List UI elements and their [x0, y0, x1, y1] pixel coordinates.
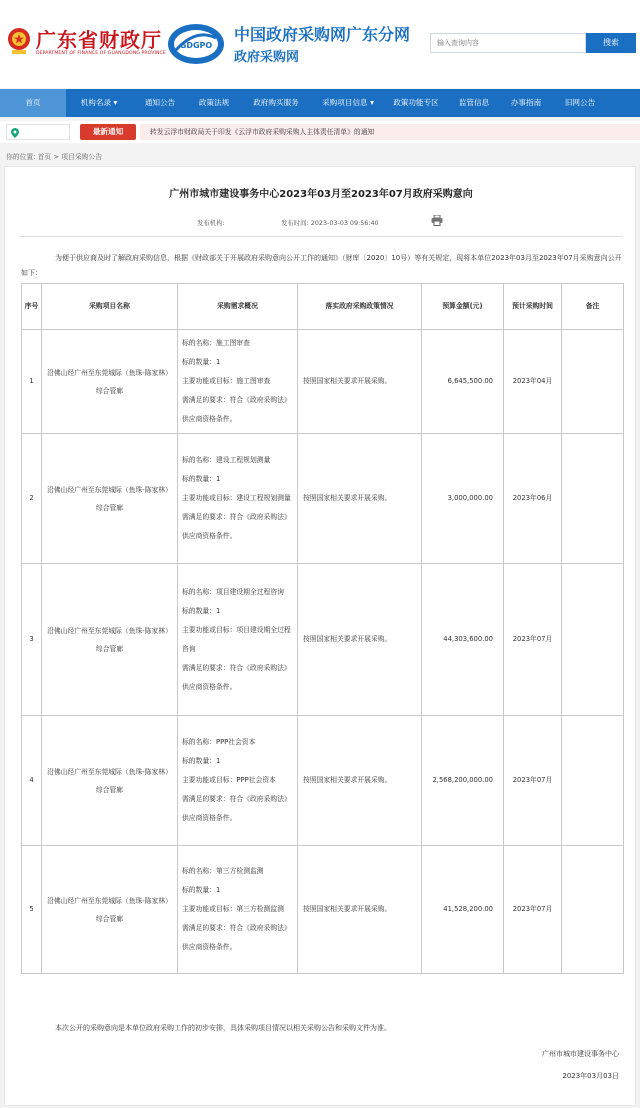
header-requirements: 采购需求概况 [178, 284, 298, 330]
requirements: 标的名称：PPP社会资本 标的数量：1 主要功能或目标：PPP社会资本 需满足的要求：符合《政府采购法》供应商资格条件。 [178, 716, 298, 846]
nav-item-supervision[interactable] [448, 89, 500, 117]
nav-item-notices[interactable] [132, 89, 188, 117]
remark [562, 330, 624, 434]
table-row [22, 434, 624, 564]
nav-item-policies[interactable] [188, 89, 240, 117]
finance-dept-logo[interactable] [6, 24, 166, 66]
project-name: 沿佛山经广州至东莞城际（鱼珠-陈家林）综合管廊 [42, 846, 178, 974]
location-selector[interactable] [6, 124, 70, 140]
requirements: 标的名称：项目建设期全过程咨询 标的数量：1 主要功能或目标：项目建设期全过程咨询 需满足的要求：符合《政府采购法》供应商资格条件。 [178, 564, 298, 716]
nav-item-label: 首页 [25, 98, 41, 107]
nav-item-label: 政策功能专区 [393, 98, 439, 107]
requirements: 标的名称：建设工程规划测量 标的数量：1 主要功能或目标：建设工程规划测量 需满足的要求：符合《政府采购法》供应商资格条件。 [178, 434, 298, 564]
signature-date: 2023年03月03日 [562, 1072, 619, 1080]
gdgpo-logo-text: GDGPO [179, 41, 213, 50]
gdgpo-logo[interactable] [166, 20, 416, 68]
map-pin-icon [11, 128, 19, 138]
nav-item-old-site[interactable] [552, 89, 608, 117]
policy-status: 按照国家相关要求开展采购。 [298, 434, 422, 564]
nav-item-label: 通知公告 [144, 98, 176, 107]
page-title: 广州市城市建设事务中心2023年03月至2023年07月政府采购意向 [169, 189, 473, 200]
chevron-down-icon: ▾ [370, 98, 374, 107]
row-number: 1 [22, 330, 42, 434]
breadcrumb: 你的位置: 首页 > 项目采购公告 [6, 153, 103, 161]
latest-notice-badge: 最新通知 [80, 124, 136, 140]
footnote: 本次公开的采购意向是本单位政府采购工作的初步安排，具体采购项目情况以相关采购公告和采购文件为准。 [55, 1024, 391, 1032]
table-row [22, 716, 624, 846]
row-number: 5 [22, 846, 42, 974]
nav-item-guide[interactable] [500, 89, 552, 117]
nav-item-label: 旧网公告 [564, 98, 596, 107]
brand-name: 广东省财政厅 [36, 28, 162, 52]
procurement-table [21, 283, 624, 974]
publish-time: 发布时间: 2023-03-03 09:56:40 [281, 219, 379, 227]
row-number: 3 [22, 564, 42, 716]
nav-item-label: 采购项目信息 [322, 98, 368, 107]
nav-item-label: 政策法规 [198, 98, 230, 107]
gdgpo-emblem-icon [166, 22, 226, 66]
policy-status: 按照国家相关要求开展采购。 [298, 564, 422, 716]
header-remark: 备注 [562, 284, 624, 330]
signature: 广州市城市建设事务中心 [542, 1050, 619, 1058]
policy-status: 按照国家相关要求开展采购。 [298, 716, 422, 846]
planned-time: 2023年06月 [504, 434, 562, 564]
row-number: 2 [22, 434, 42, 564]
divider [19, 236, 623, 237]
budget-amount: 44,303,600.00 [422, 564, 504, 716]
planned-time: 2023年04月 [504, 330, 562, 434]
intro-paragraph: 为便于供应商及时了解政府采购信息，根据《财政部关于开展政府采购意向公开工作的通知》（财库〔2020〕10号）等有关规定，现将本单位2023年03月至2023年07月采购意向公开如下： [21, 254, 622, 277]
chevron-down-icon: ▾ [113, 98, 118, 107]
project-name: 沿佛山经广州至东莞城际（鱼珠-陈家林）综合管廊 [42, 330, 178, 434]
policy-status: 按照国家相关要求开展采购。 [298, 330, 422, 434]
notice-bar [0, 121, 640, 143]
requirements: 标的名称：第三方检测监测 标的数量：1 主要功能或目标：第三方检测监测 需满足的要求：符合《政府采购法》供应商资格条件。 [178, 846, 298, 974]
remark [562, 716, 624, 846]
latest-notice-link[interactable]: 转发云浮市财政局关于印发《云浮市政府采购采购人主体责任清单》的通知 [150, 128, 375, 136]
article-container [4, 166, 636, 1106]
main-nav [0, 89, 640, 117]
brand-english-name: DEPARTMENT OF FINANCE OF GUANGDONG PROVINCE [36, 51, 166, 56]
nav-item-directory[interactable] [66, 89, 132, 117]
nav-item-projects[interactable] [312, 89, 384, 117]
project-name: 沿佛山经广州至东莞城际（鱼珠-陈家林）综合管廊 [42, 434, 178, 564]
publisher-label: 发布机构: [197, 219, 225, 227]
budget-amount: 2,568,200,000.00 [422, 716, 504, 846]
table-row [22, 846, 624, 974]
project-name: 沿佛山经广州至东莞城际（鱼珠-陈家林）综合管廊 [42, 564, 178, 716]
table-header-row [22, 284, 624, 330]
requirements: 标的名称：施工图审查 标的数量：1 主要功能或目标：施工图审查 需满足的要求：符合《政府采购法》供应商资格条件。 [178, 330, 298, 434]
table-row [22, 564, 624, 716]
header-time: 预计采购时间 [504, 284, 562, 330]
printer-icon[interactable] [431, 215, 443, 226]
site-header [0, 0, 640, 88]
header-budget: 预算金额(元) [422, 284, 504, 330]
planned-time: 2023年07月 [504, 716, 562, 846]
nav-item-label: 政府购买服务 [253, 98, 299, 107]
nav-item-label: 机构名录 [80, 98, 112, 107]
budget-amount: 3,000,000.00 [422, 434, 504, 564]
planned-time: 2023年07月 [504, 564, 562, 716]
header-policy: 落实政府采购政策情况 [298, 284, 422, 330]
remark [562, 434, 624, 564]
nav-item-label: 监管信息 [458, 98, 490, 107]
nav-item-policy-zone[interactable] [384, 89, 448, 117]
remark [562, 846, 624, 974]
remark [562, 564, 624, 716]
planned-time: 2023年07月 [504, 846, 562, 974]
nav-item-label: 办事指南 [510, 98, 542, 107]
project-name: 沿佛山经广州至东莞城际（鱼珠-陈家林）综合管廊 [42, 716, 178, 846]
table-row [22, 330, 624, 434]
site-subtitle: 政府采购网 [234, 50, 300, 65]
search-button[interactable]: 搜索 [586, 33, 636, 53]
search-input[interactable] [430, 33, 586, 53]
nav-item-services[interactable] [240, 89, 312, 117]
budget-amount: 6,645,500.00 [422, 330, 504, 434]
nav-item-home[interactable] [0, 89, 66, 117]
budget-amount: 41,528,200.00 [422, 846, 504, 974]
national-emblem-icon [6, 26, 32, 56]
site-title: 中国政府采购网广东分网 [234, 25, 411, 44]
policy-status: 按照国家相关要求开展采购。 [298, 846, 422, 974]
row-number: 4 [22, 716, 42, 846]
header-no: 序号 [22, 284, 42, 330]
header-project-name: 采购项目名称 [42, 284, 178, 330]
